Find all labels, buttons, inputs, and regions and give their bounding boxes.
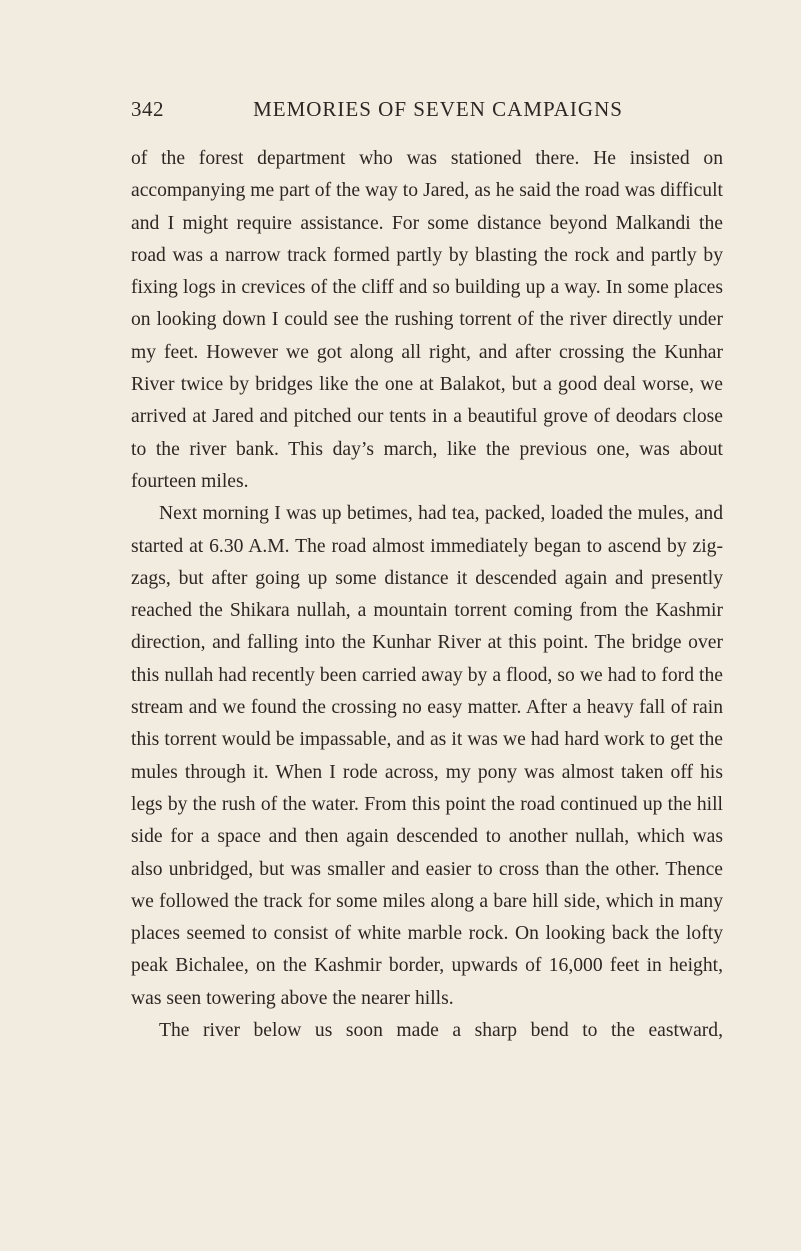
body-text: [131, 143, 723, 1047]
running-header: [131, 94, 723, 124]
paragraph-1: of the forest department who was stationed there. He insisted on accompanying me part of the way to Jared, as he said the road was difficult and I might require assistance. For some distance beyond Malkandi the road was a narrow track formed partly by blasting the rock and partly by fixing logs in crevices of the cliff and so building up a way. In some places on looking down I could see the rushing torrent of the river directly under my feet. However we got along all right, and after crossing the Kunhar River twice by bridges like the one at Balakot, but a good deal worse, we arrived at Jared and pitched our tents in a beautiful grove of deodars close to the river bank. This day’s march, like the previous one, was about fourteen miles.: [131, 148, 723, 492]
page-number: 342: [131, 97, 164, 121]
paragraph-3: The river below us soon made a sharp bend to the eastward,: [159, 1020, 723, 1042]
running-title: MEMORIES OF SEVEN CAMPAIGNS: [253, 97, 623, 121]
paragraph-2: Next morning I was up betimes, had tea, packed, loaded the mules, and started at 6.30 A.M. The road almost immediately began to ascend by zig-zags, but after going up some distance it descended again and presently reached the Shikara nullah, a mountain torrent coming from the Kashmir direction, and falling into the Kunhar River at this point. The bridge over this nullah had recently been carried away by a flood, so we had to ford the stream and we found the crossing no easy matter. After a heavy fall of rain this torrent would be impassable, and as it was we had hard work to get the mules through it. When I rode across, my pony was almost taken off his legs by the rush of the water. From this point the road continued up the hill side for a space and then again descended to another nullah, which was also unbridged, but was smaller and easier to cross than the other. Thence we followed the track for some miles along a bare hill side, which in many places seemed to consist of white marble rock. On looking back the lofty peak Bichalee, on the Kashmir border, upwards of 16,000 feet in height, was seen towering above the nearer hills.: [131, 503, 723, 1009]
